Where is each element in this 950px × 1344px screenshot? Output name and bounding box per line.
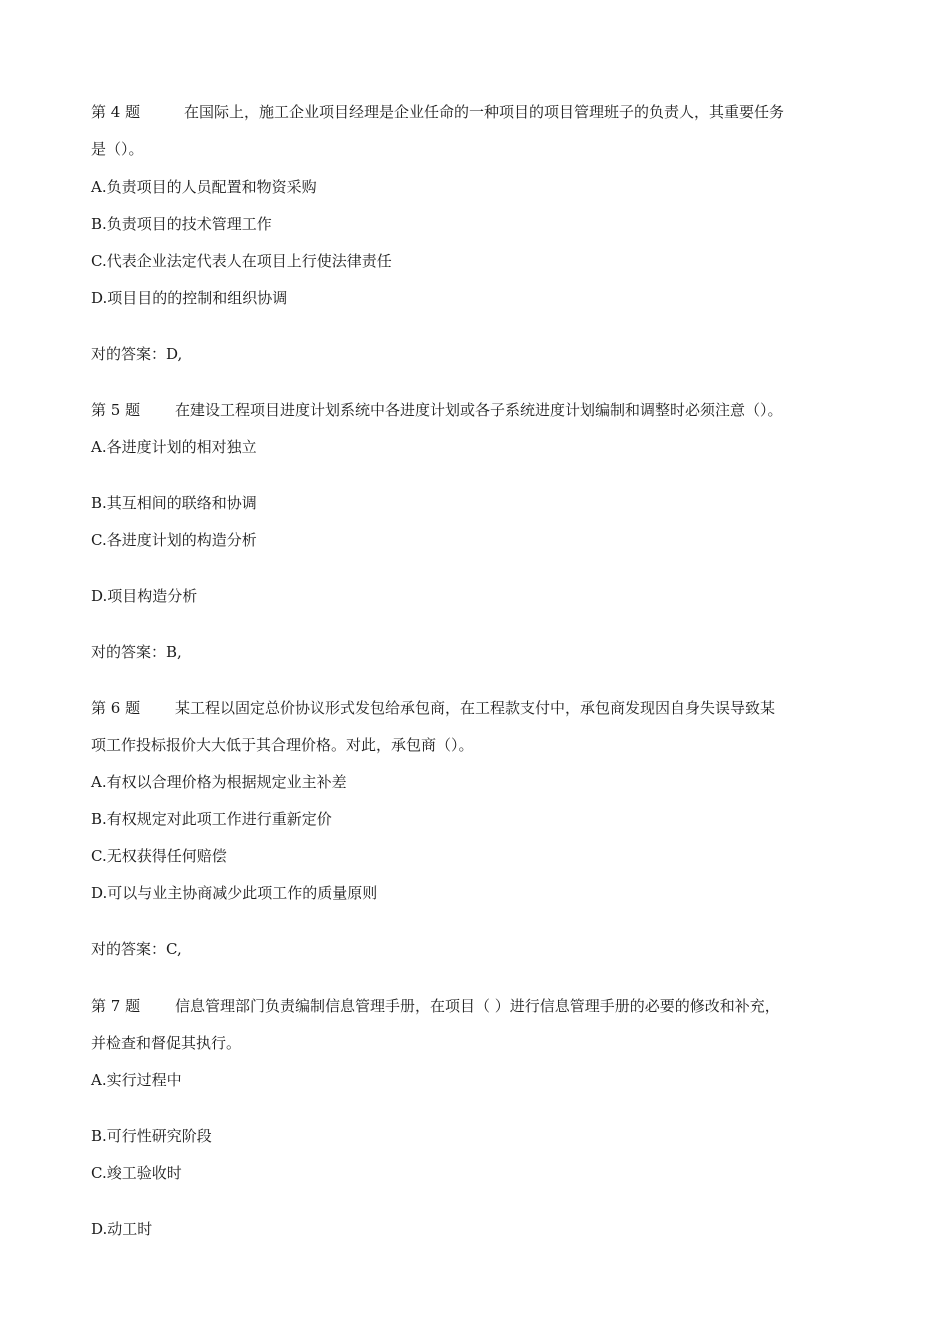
question-5-stem-text: 在建设工程项目进度计划系统中各进度计划或各子系统进度计划编制和调整时必须注意（）。 [175, 401, 783, 419]
question-7-option-b: B.可行性研究阶段 [91, 1127, 212, 1145]
question-6-option-d: D.可以与业主协商减少此项工作的质量原则 [91, 884, 378, 902]
question-6-stem-line2: 项工作投标报价大大低于其合理价格。对此，承包商（）。 [91, 736, 474, 754]
question-6-option-b: B.有权规定对此项工作进行重新定价 [91, 810, 332, 828]
question-6-stem-text: 某工程以固定总价协议形式发包给承包商，在工程款支付中，承包商发现因自身失误导致某 [175, 699, 776, 717]
question-7-stem-text: 信息管理部门负责编制信息管理手册，在项目（ ）进行信息管理手册的必要的修改和补充， [175, 997, 780, 1015]
question-5-option-c: C.各进度计划的构造分析 [91, 531, 257, 549]
question-6-answer: 对的答案：C, [91, 940, 182, 958]
question-7-stem-line2: 并检查和督促其执行。 [91, 1034, 242, 1052]
question-4-option-d: D.项目目的的控制和组织协调 [91, 289, 288, 307]
question-4-stem-text: 在国际上，施工企业项目经理是企业任命的一种项目的项目管理班子的负责人，其重要任务 [184, 103, 785, 121]
question-4-stem-line2: 是（）。 [91, 140, 144, 158]
question-5-answer: 对的答案：B, [91, 643, 182, 661]
question-4-label: 第 4 题 [91, 103, 141, 121]
question-6-stem-line1 [91, 698, 775, 718]
question-5-option-d: D.项目构造分析 [91, 587, 198, 605]
question-6-option-c: C.无权获得任何赔偿 [91, 847, 227, 865]
question-5-label: 第 5 题 [91, 401, 141, 419]
question-7-option-c: C.竣工验收时 [91, 1164, 182, 1182]
question-4-stem-line1 [91, 102, 784, 122]
question-4-option-b: B.负责项目的技术管理工作 [91, 215, 272, 233]
question-6-label: 第 6 题 [91, 699, 141, 717]
question-5-option-a: A.各进度计划的相对独立 [91, 438, 257, 456]
question-7-option-d: D.动工时 [91, 1220, 153, 1238]
question-6-option-a: A.有权以合理价格为根据规定业主补差 [91, 773, 347, 791]
question-4-option-c: C.代表企业法定代表人在项目上行使法律责任 [91, 252, 392, 270]
question-4-answer: 对的答案：D, [91, 345, 183, 363]
question-5-stem-line1 [91, 400, 783, 420]
question-5-option-b: B.其互相间的联络和协调 [91, 494, 257, 512]
question-7-option-a: A.实行过程中 [91, 1071, 182, 1089]
question-7-stem-line1 [91, 996, 780, 1016]
question-7-label: 第 7 题 [91, 997, 141, 1015]
question-4-option-a: A.负责项目的人员配置和物资采购 [91, 178, 317, 196]
